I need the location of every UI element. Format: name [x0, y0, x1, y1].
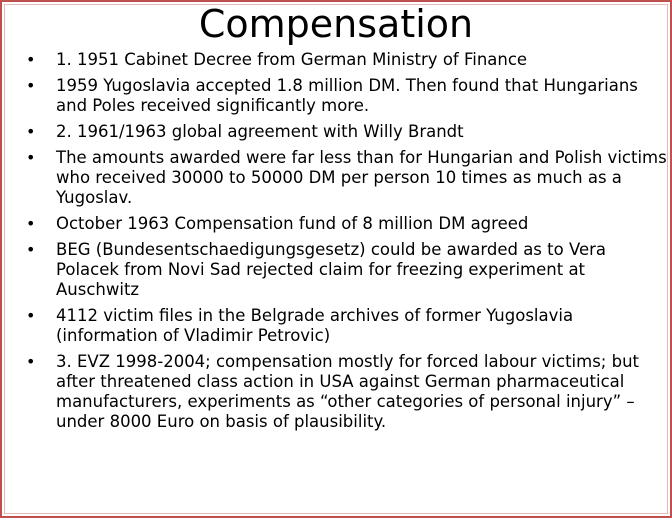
bullet-text: October 1963 Compensation fund of 8 million DM agreed [56, 214, 529, 233]
bullet-text: 1959 Yugoslavia accepted 1.8 million DM. Then found that Hungarians and Poles received significantly more. [56, 76, 638, 115]
bullet-icon: • [26, 352, 36, 371]
bullet-icon: • [26, 306, 36, 325]
bullet-item [24, 352, 668, 432]
bullet-item [24, 50, 668, 70]
bullet-icon: • [26, 214, 36, 233]
bullet-item [24, 76, 668, 116]
bullet-icon: • [26, 122, 36, 141]
bullet-text: 1. 1951 Cabinet Decree from German Ministry of Finance [56, 50, 528, 69]
bullet-item [24, 214, 668, 234]
bullet-text: 2. 1961/1963 global agreement with Willy Brandt [56, 122, 464, 141]
slide-title: Compensation [198, 2, 474, 46]
bullet-icon: • [26, 76, 36, 95]
bullet-text: BEG (Bundesentschaedigungsgesetz) could be awarded as to Vera Polacek from Novi Sad rejected claim for freezing experiment at Auschwitz [56, 240, 607, 299]
bullet-item [24, 148, 668, 208]
bullet-item [24, 240, 668, 300]
bullet-text: The amounts awarded were far less than for Hungarian and Polish victims who received 30000 to 50000 DM per person 10 times as much as a Yugoslav. [56, 148, 667, 207]
bullet-text: 3. EVZ 1998-2004; compensation mostly for forced labour victims; but after threatened class action in USA against German pharmaceutical manufacturers, experiments as “other categories of personal injury” – under 8000 Euro on basis of plausibility. [56, 352, 639, 431]
bullet-item [24, 306, 668, 346]
bullet-text: 4112 victim files in the Belgrade archives of former Yugoslavia (information of Vladimir Petrovic) [56, 306, 574, 345]
bullet-icon: • [26, 240, 36, 259]
bullet-icon: • [26, 148, 36, 167]
bullet-item [24, 122, 668, 142]
bullet-icon: • [26, 50, 36, 69]
bullet-list [24, 50, 668, 438]
